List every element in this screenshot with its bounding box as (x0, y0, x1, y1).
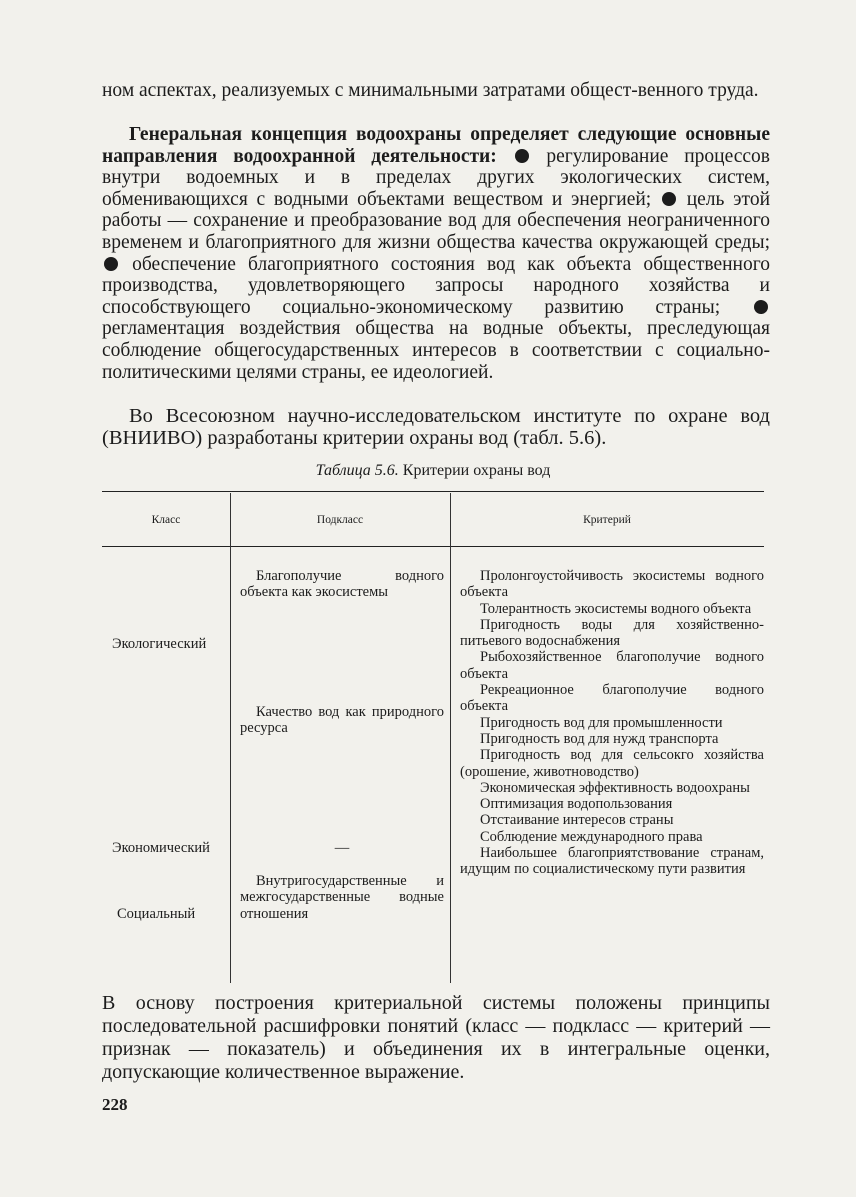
table-caption-label: Таблица 5.6. (315, 462, 399, 479)
subclass-resource: Качество вод как природного ресурса (240, 704, 444, 737)
bullet-icon (515, 149, 529, 163)
paragraph-vniivo: Во Всесоюзном научно-исследовательском институте по охране вод (ВНИИВО) разработаны критерии охраны вод (табл. 5.6). (102, 405, 770, 449)
direction-item: регламентация воздействия общества на водные объекты, преследующая соблюдение общегосударственных интересов в соответствии с социально-политическими целями страны, ее идеологией. (102, 318, 770, 383)
criterion-item: Пригодность вод для промышленности (480, 714, 723, 731)
paragraph-principles: В основу построения критериальной системы положены принципы последовательной расшифровки понятий (класс — подкласс — критерий — признак — показатель) и объединения их в интегральные оценки, допускающие количественное выражение. (102, 992, 770, 1083)
table-caption (102, 462, 764, 480)
criterion-item: Рыбохозяйственное благополучие водного объекта (460, 649, 764, 682)
header-subclass: Подкласс (316, 514, 364, 526)
table-column-divider (450, 493, 451, 983)
class-economic: Экономический (112, 840, 210, 856)
table-top-rule (102, 491, 764, 492)
criterion-item: Наибольшее благоприятствование странам, идущим по социалистическому пути развития (460, 845, 764, 878)
criterion-item: Соблюдение международного права (480, 828, 703, 845)
criterion-item: Толерантность экосистемы водного объекта (480, 600, 752, 617)
criterion-item: Пригодность воды для хозяйственно-питьевого водоснабжения (460, 616, 764, 650)
table-header-rule (102, 546, 764, 547)
bullet-icon (662, 192, 676, 206)
header-criterion: Критерий (583, 514, 631, 526)
direction-item: регулирование процессов внутри водоемных и в пределах других экологических систем, обменивающихся с водными объектами веществом и энергией; (102, 145, 770, 210)
table-caption-text: Критерии охраны вод (402, 462, 551, 479)
class-ecological: Экологический (112, 636, 207, 652)
bullet-icon (104, 257, 118, 271)
criterion-item: Оптимизация водопользования (480, 796, 673, 813)
criterion-item: Экономическая эффективность водоохраны (480, 779, 750, 796)
direction-item: цель этой работы — сохранение и преобразование вод для обеспечения неограниченного временем и благоприятного для жизни общества качества окружающей среды; (102, 188, 770, 253)
table-column-divider (230, 493, 231, 983)
criterion-item: Пригодность вод для нужд транспорта (480, 730, 719, 747)
subclass-ecosystem: Благополучие водного объекта как экосистемы (240, 568, 444, 601)
paragraph-lead: Генеральная концепция водоохраны определяет следующие основные направления водоохранной деятельности: (102, 124, 770, 167)
page-number: 228 (102, 1095, 128, 1114)
header-class: Класс (151, 514, 181, 526)
criterion-item: Пригодность вод для сельсокго хозяйства (орошение, животноводство) (460, 747, 764, 780)
criterion-item: Пролонгоустойчивость экосистемы водного объекта (460, 568, 764, 601)
subclass-water-relations: Внутригосударственные и межгосударственные водные отношения (240, 873, 444, 922)
direction-item: обеспечение благоприятного состояния вод как объекта общественного производства, удовлетворяющего запросы народного хозяйства и способствующего социально-экономическому развитию страны; (102, 253, 770, 318)
paragraph-concept (102, 124, 770, 383)
criteria-list (460, 568, 764, 878)
criterion-item: Отстаивание интересов страны (480, 812, 674, 829)
subclass-economic-dash: — (334, 840, 350, 856)
bullet-icon (754, 300, 768, 314)
class-social: Социальный (117, 906, 196, 922)
criterion-item: Рекреационное благополучие водного объекта (460, 682, 764, 715)
paragraph-continuation: ном аспектах, реализуемых с минимальными затратами общест-венного труда. (102, 80, 759, 101)
